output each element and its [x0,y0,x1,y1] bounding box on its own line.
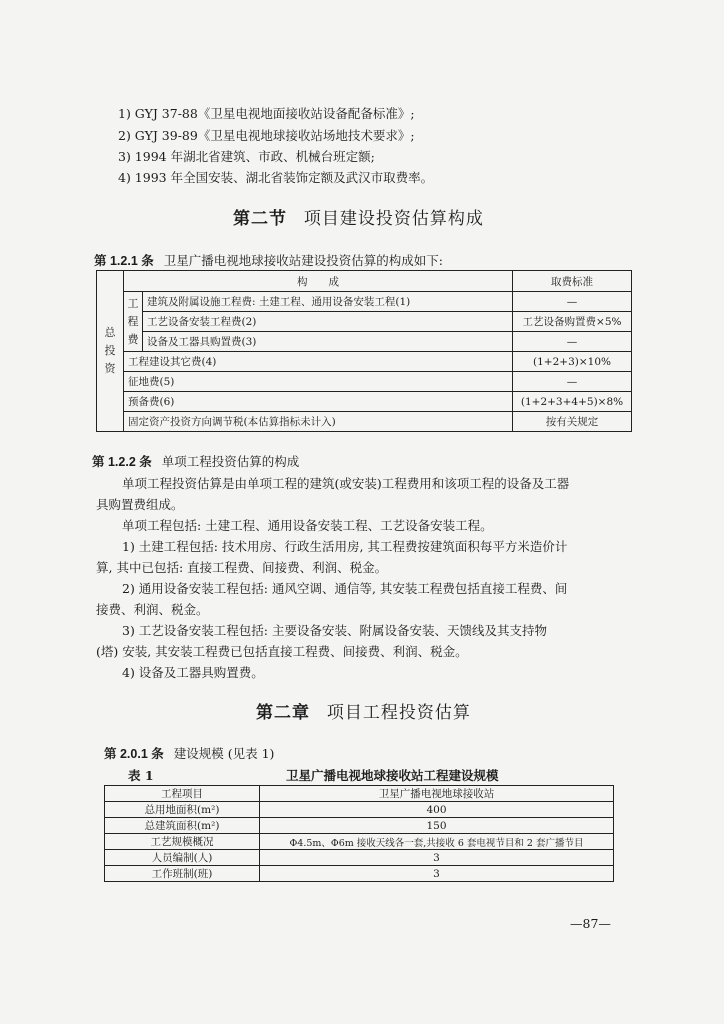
table-header: 工程项目 [105,786,260,802]
cost-row-std: (1+2+3+4+5)×8% [513,392,632,412]
paragraph-line: 单项工程包括: 土建工程、通用设备安装工程、工艺设备安装工程。 [122,518,493,533]
section-title [233,204,484,229]
standard-item: 3) 1994 年湖北省建筑、市政、机械台班定额; [118,149,375,164]
header-composition: 构 成 [124,271,513,292]
paragraph-line: 具购置费组成。 [96,497,184,512]
table-cell-item: 工艺规模概况 [105,834,260,850]
table-header: 卫星广播电视地球接收站 [260,786,614,802]
cost-row-name: 固定资产投资方向调节税(本估算指标未计入) [124,412,513,432]
cost-row-std: 工艺设备购置费×5% [513,312,632,332]
table-cell-value: Φ4.5m、Φ6m 接收天线各一套,共接收 6 套电视节目和 2 套广播节目 [260,834,614,850]
chapter-title [256,698,471,723]
paragraph-line: 算, 其中已包括: 直接工程费、间接费、利润、税金。 [96,560,388,575]
article-1-2-2 [92,452,299,470]
header-fee-standard: 取费标准 [513,271,632,292]
article-number: 第 1.2.1 条 [94,254,154,268]
table-cell-item: 工作班制(班) [105,866,260,882]
standard-item: 2) GYJ 39-89《卫星电视地球接收站场地技术要求》; [118,128,415,143]
cost-row-name: 征地费(5) [124,372,513,392]
cost-composition-table [96,270,632,432]
table-label: 表 1 [128,768,154,783]
standard-item: 4) 1993 年全国安装、湖北省装饰定额及武汉市取费率。 [118,170,434,185]
section-number: 第二节 [233,209,287,229]
chapter-number: 第二章 [256,703,310,723]
article-number: 第 1.2.2 条 [92,455,152,469]
table-cell-item: 总建筑面积(m²) [105,818,260,834]
cost-row-std: (1+2+3)×10% [513,352,632,372]
chapter-heading: 项目工程投资估算 [326,703,471,723]
construction-scale-table [104,785,614,882]
cost-row-name: 预备费(6) [124,392,513,412]
cost-row-std: — [513,372,632,392]
table-cell-value: 150 [260,818,614,834]
paragraph-line: 4) 设备及工器具购置费。 [122,665,264,680]
paragraph-line: 2) 通用设备安装工程包括: 通风空调、通信等, 其安装工程费包括直接工程费、间 [122,581,568,596]
total-investment-label: 总 投 资 [97,271,124,432]
page-number: —87— [570,916,611,931]
engineering-fee-label: 工 程 费 [124,292,143,352]
cost-row-name: 工程建设其它费(4) [124,352,513,372]
paragraph-line: 3) 工艺设备安装工程包括: 主要设备安装、附属设备安装、天馈线及其支持物 [122,623,547,638]
cost-row-name: 建筑及附属设施工程费: 土建工程、通用设备安装工程(1) [143,292,513,312]
table-cell-value: 400 [260,802,614,818]
cost-row-name: 设备及工器具购置费(3) [143,332,513,352]
cost-row-std: 按有关规定 [513,412,632,432]
cost-row-std: — [513,292,632,312]
paragraph-line: (塔) 安装, 其安装工程费已包括直接工程费、间接费、利润、税金。 [96,644,468,659]
table-cell-item: 人员编制(人) [105,850,260,866]
table-cell-value: 3 [260,850,614,866]
paragraph-line: 1) 土建工程包括: 技术用房、行政生活用房, 其工程费按建筑面积每平方米造价计 [122,539,568,554]
article-1-2-1 [94,251,443,269]
cost-row-name: 工艺设备安装工程费(2) [143,312,513,332]
section-heading: 项目建设投资估算构成 [303,209,484,229]
paragraph-line: 接费、利润、税金。 [96,602,209,617]
table-cell-item: 总用地面积(m²) [105,802,260,818]
table-cell-value: 3 [260,866,614,882]
cost-row-std: — [513,332,632,352]
article-2-0-1 [104,744,274,762]
article-text: 单项工程投资估算的构成 [161,454,300,469]
article-number: 第 2.0.1 条 [104,747,164,761]
article-text: 卫星广播电视地球接收站建设投资估算的构成如下: [163,253,443,268]
paragraph-line: 单项工程投资估算是由单项工程的建筑(或安装)工程费用和该项工程的设备及工器 [122,476,570,491]
table-title: 卫星广播电视地球接收站工程建设规模 [286,768,499,783]
standard-item: 1) GYJ 37-88《卫星电视地面接收站设备配备标准》; [118,106,415,121]
article-text: 建设规模 (见表 1) [173,746,275,761]
